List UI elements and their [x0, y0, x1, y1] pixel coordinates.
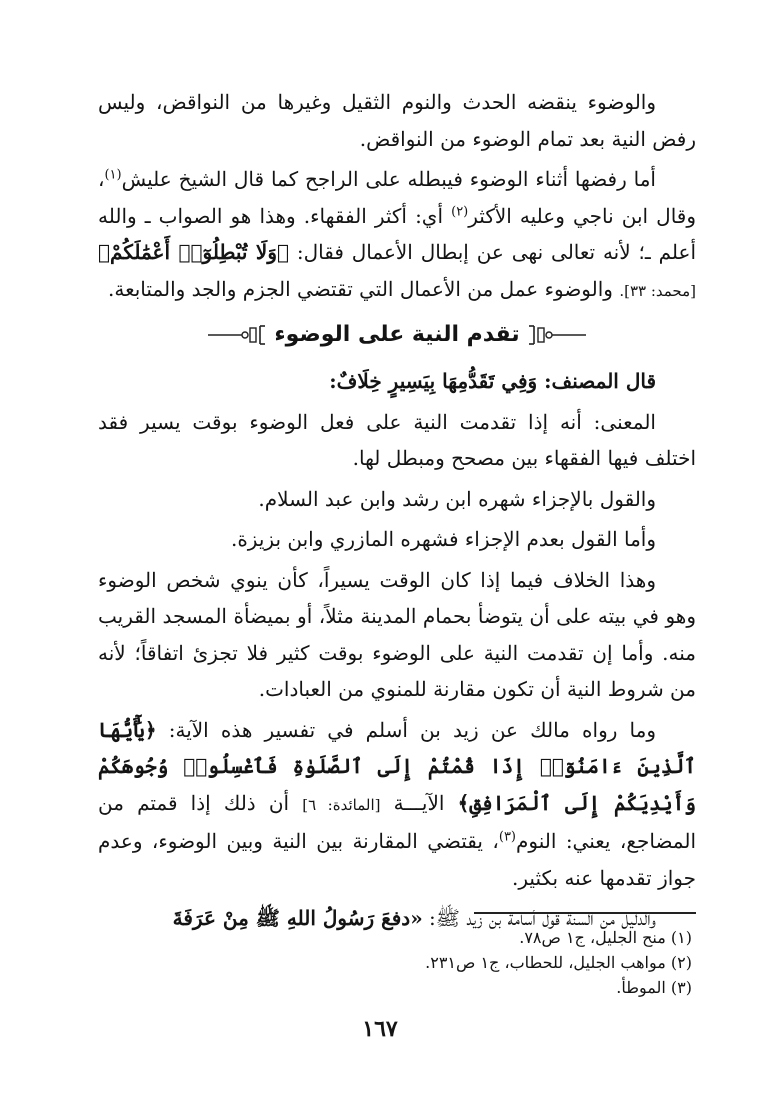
section-heading: [98, 313, 696, 357]
text-segment: ، يقتضي المقارنة بين النية وبين الوضوء، وعدم جواز تقدمها عنه بكثير.: [98, 829, 696, 890]
text-segment: والوضوء عمل من الأعمال التي تقتضي الجزم والجد والمتابعة.: [107, 276, 620, 301]
text-segment: وما رواه مالك عن زيد بن أسلم في تفسير هذه الآية:: [156, 717, 656, 742]
text-segment: الآيـــة: [380, 790, 458, 815]
paragraph-nullifiers: والوضوء ينقضه الحدث والنوم الثقيل وغيرها من النواقض، وليس رفض النية بعد تمام الوضوء من النواقض.: [98, 90, 696, 151]
text-segment: أن ذلك إذا قمتم من المضاجع، يعني: النوم: [98, 790, 697, 853]
footnote-ref-3: (٣): [498, 829, 516, 845]
paragraph-malik: [98, 712, 696, 897]
author-label: قال المصنف:: [544, 369, 656, 393]
paragraph-opinion-1: والقول بالإجزاء شهره ابن رشد وابن عبد السلام.: [258, 486, 656, 511]
ornament-left-icon: [208, 324, 266, 346]
page-number: ١٦٧: [362, 1016, 398, 1042]
hadith-quote: «دفعَ رَسُولُ اللهِ ﷺ مِنْ عَرَفَةَ: [172, 906, 423, 930]
author-quote: وَفِي تَقَدُّمِهَا بِيَسِيرٍ خِلَافٌ:: [329, 369, 545, 393]
paragraph-rejection: [98, 161, 696, 309]
footnote-divider: [474, 912, 696, 914]
footnote-ref-1: (١): [104, 167, 122, 183]
paragraph-opinion-2: وأما القول بعدم الإجزاء فشهره المازري وابن بزيزة.: [230, 527, 656, 551]
verse-citation: [محمد: ٣٣].: [619, 281, 696, 300]
quran-verse: ﴿وَلَا تُبْطِلُوٓا۟ أَعْمَٰلَكُمْ﴾: [98, 240, 289, 264]
verse-citation: [المائدة: ٦]: [302, 795, 381, 814]
footnote-1: (١) منح الجليل، ج١ ص٧٨.: [519, 928, 692, 947]
footnote-2: (٢) مواهب الجليل، للحطاب، ج١ ص٢٣١.: [425, 953, 692, 972]
paragraph-dispute: وهذا الخلاف فيما إذا كان الوقت يسيراً، كأن ينوي شخص الوضوء وهو في بيته على أن يتوضأ بحمام المدينة مثلاً، أو بميضأة المسجد القريب منه. وأما إن تقدمت النية على الوضوء بوقت كثير فلا تجزئ اتفاقاً؛ لأنه من شروط النية أن تكون مقارنة للمنوي من العبادات.: [98, 567, 696, 701]
paragraph-meaning: المعنى: أنه إذا تقدمت النية على فعل الوضوء بوقت يسير فقد اختلف فيها الفقهاء بين مصحح ومبطل لها.: [98, 409, 696, 470]
main-text: [98, 84, 696, 941]
text-segment: أي: أكثر الفقهاء. وهذا هو الصواب ـ والله أعلم ـ؛ لأنه تعالى نهى عن إبطال الأعمال فقال:: [98, 203, 697, 264]
quran-verse: ﴿يَٰٓأَيُّهَا ٱلَّذِينَ ءَامَنُوٓا۟ إِذَا قُمْتُمْ إِلَى ٱلصَّلَوٰةِ فَٱغْسِلُوا۟ وُجُوهَكُمْ وَأَيْدِيَكُمْ إِلَى ٱلْمَرَافِقِ﴾: [98, 717, 697, 815]
section-title: تقدم النية على الوضوء: [274, 321, 520, 347]
author-statement: [98, 363, 696, 400]
footnotes: [272, 925, 692, 1000]
ornament-right-icon: [528, 324, 586, 346]
footnote-ref-2: (٢): [451, 203, 469, 219]
footnote-3: (٣) الموطأ.: [616, 978, 692, 997]
text-segment: ، وقال ابن ناجي وعليه الأكثر: [98, 167, 697, 228]
text-segment: أما رفضها أثناء الوضوء فيبطله على الراجح كما قال الشيخ عليش: [121, 167, 656, 191]
text-segment: والدليل من السنة قول أسامة بن زيد ﷺ:: [422, 906, 656, 930]
